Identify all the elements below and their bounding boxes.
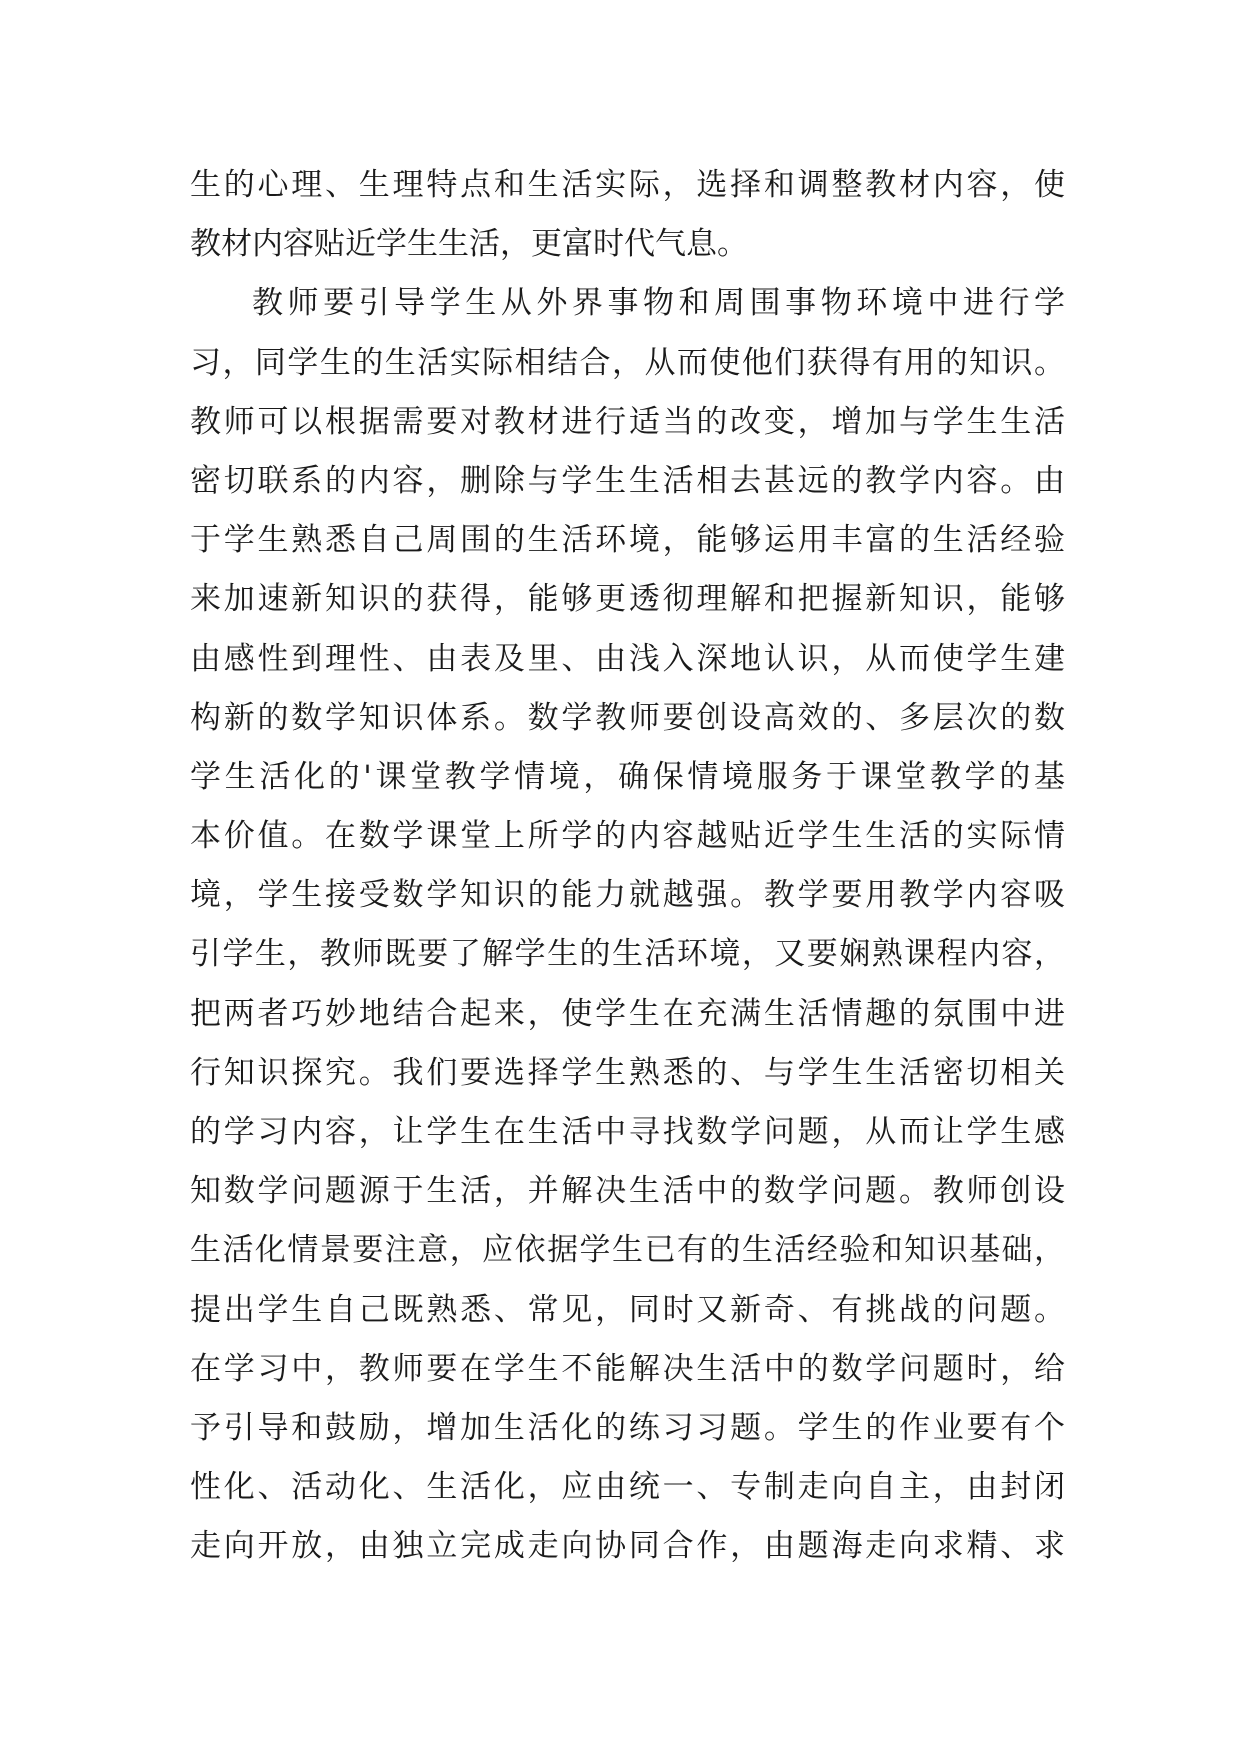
paragraph-2 [190, 274, 1065, 1576]
paragraph-1 [190, 156, 1065, 274]
text-line: 教师可以根据需要对教材进行适当的改变，增加与学生生活 [190, 403, 1065, 440]
text-line: 行知识探究。我们要选择学生熟悉的、与学生生活密切相关 [190, 1054, 1065, 1091]
text-line: 生的心理、生理特点和生活实际，选择和调整教材内容，使 [190, 167, 1065, 203]
text-line: 走向开放，由独立完成走向协同合作，由题海走向求精、求 [190, 1528, 1065, 1565]
text-line: 于学生熟悉自己周围的生活环境，能够运用丰富的生活经验 [190, 522, 1065, 559]
text-line: 把两者巧妙地结合起来，使学生在充满生活情趣的氛围中进 [190, 995, 1065, 1032]
text-line: 生活化情景要注意，应依据学生已有的生活经验和知识基础， [190, 1232, 1065, 1269]
text-line: 教材内容贴近学生生活，更富时代气息。 [190, 226, 748, 263]
text-line: 的学习内容，让学生在生活中寻找数学问题，从而让学生感 [190, 1114, 1065, 1150]
text-line: 学生活化的'课堂教学情境，确保情境服务于课堂教学的基 [190, 758, 1065, 795]
text-line: 性化、活动化、生活化，应由统一、专制走向自主，由封闭 [190, 1469, 1065, 1506]
text-line: 构新的数学知识体系。数学教师要创设高效的、多层次的数 [190, 699, 1065, 736]
text-line: 来加速新知识的获得，能够更透彻理解和把握新知识，能够 [190, 581, 1065, 618]
body-text [190, 156, 1065, 1577]
text-line: 提出学生自己既熟悉、常见，同时又新奇、有挑战的问题。 [190, 1291, 1065, 1328]
text-line: 教师要引导学生从外界事物和周围事物环境中进行学 [252, 285, 1065, 322]
text-line: 予引导和鼓励，增加生活化的练习习题。学生的作业要有个 [190, 1409, 1065, 1446]
text-line: 知数学问题源于生活，并解决生活中的数学问题。教师创设 [190, 1173, 1065, 1210]
text-line: 境，学生接受数学知识的能力就越强。教学要用教学内容吸 [190, 877, 1065, 914]
text-line: 密切联系的内容，删除与学生生活相去甚远的教学内容。由 [190, 462, 1065, 499]
text-line: 在学习中，教师要在学生不能解决生活中的数学问题时，给 [190, 1350, 1065, 1387]
text-line: 引学生，教师既要了解学生的生活环境，又要娴熟课程内容， [190, 936, 1065, 973]
text-line: 习，同学生的生活实际相结合，从而使他们获得有用的知识。 [190, 344, 1065, 381]
text-line: 本价值。在数学课堂上所学的内容越贴近学生生活的实际情 [190, 818, 1065, 855]
text-line: 由感性到理性、由表及里、由浅入深地认识，从而使学生建 [190, 640, 1065, 677]
